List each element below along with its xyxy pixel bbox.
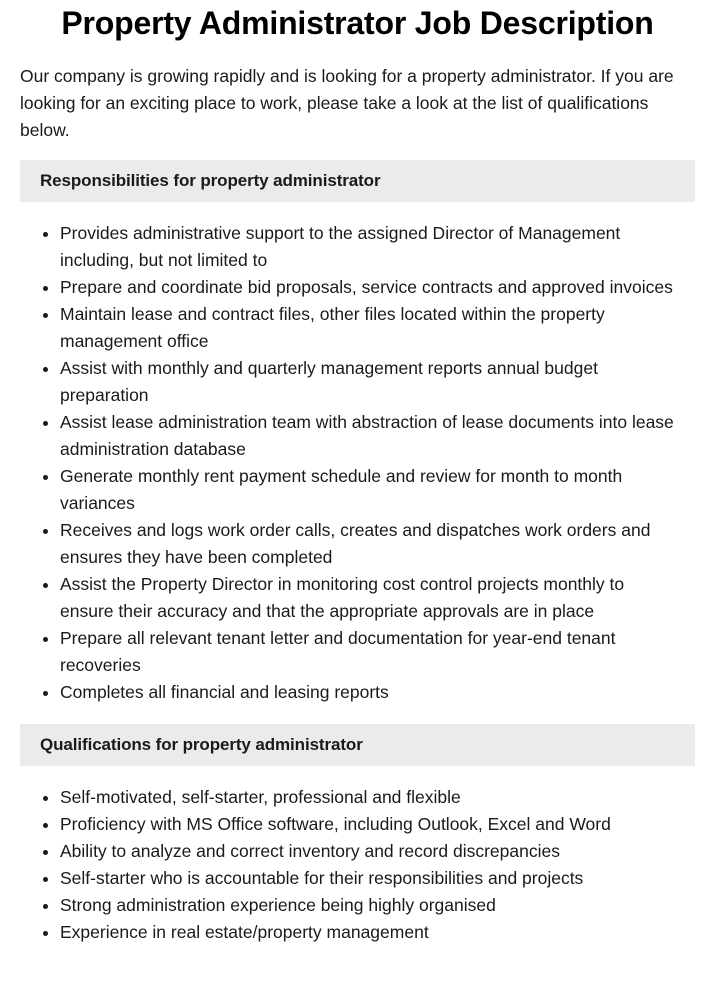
list-item: Receives and logs work order calls, creates and dispatches work orders and ensures they have been completed <box>60 517 695 571</box>
intro-paragraph: Our company is growing rapidly and is looking for a property administrator. If you are looking for an exciting place to work, please take a look at the list of qualifications below. <box>20 66 674 140</box>
responsibilities-header <box>20 160 695 202</box>
list-item: Strong administration experience being highly organised <box>60 892 695 919</box>
list-item: Experience in real estate/property management <box>60 919 695 946</box>
list-item: Assist lease administration team with abstraction of lease documents into lease administration database <box>60 409 695 463</box>
responsibilities-section <box>20 160 695 706</box>
responsibilities-list <box>20 220 695 706</box>
list-item: Prepare all relevant tenant letter and documentation for year-end tenant recoveries <box>60 625 695 679</box>
list-item: Prepare and coordinate bid proposals, service contracts and approved invoices <box>60 274 695 301</box>
page-title: Property Administrator Job Description <box>61 5 654 41</box>
qualifications-list <box>20 784 695 946</box>
list-item: Completes all financial and leasing reports <box>60 679 695 706</box>
qualifications-section <box>20 724 695 946</box>
list-item: Self-motivated, self-starter, professional and flexible <box>60 784 695 811</box>
qualifications-heading: Qualifications for property administrator <box>40 735 363 754</box>
list-item: Self-starter who is accountable for their responsibilities and projects <box>60 865 695 892</box>
list-item: Proficiency with MS Office software, including Outlook, Excel and Word <box>60 811 695 838</box>
list-item: Ability to analyze and correct inventory and record discrepancies <box>60 838 695 865</box>
list-item: Generate monthly rent payment schedule and review for month to month variances <box>60 463 695 517</box>
responsibilities-heading: Responsibilities for property administrator <box>40 171 381 190</box>
qualifications-header <box>20 724 695 766</box>
list-item: Provides administrative support to the assigned Director of Management including, but not limited to <box>60 220 695 274</box>
list-item: Assist the Property Director in monitoring cost control projects monthly to ensure their accuracy and that the appropriate approvals are in place <box>60 571 695 625</box>
list-item: Maintain lease and contract files, other files located within the property management office <box>60 301 695 355</box>
list-item: Assist with monthly and quarterly management reports annual budget preparation <box>60 355 695 409</box>
